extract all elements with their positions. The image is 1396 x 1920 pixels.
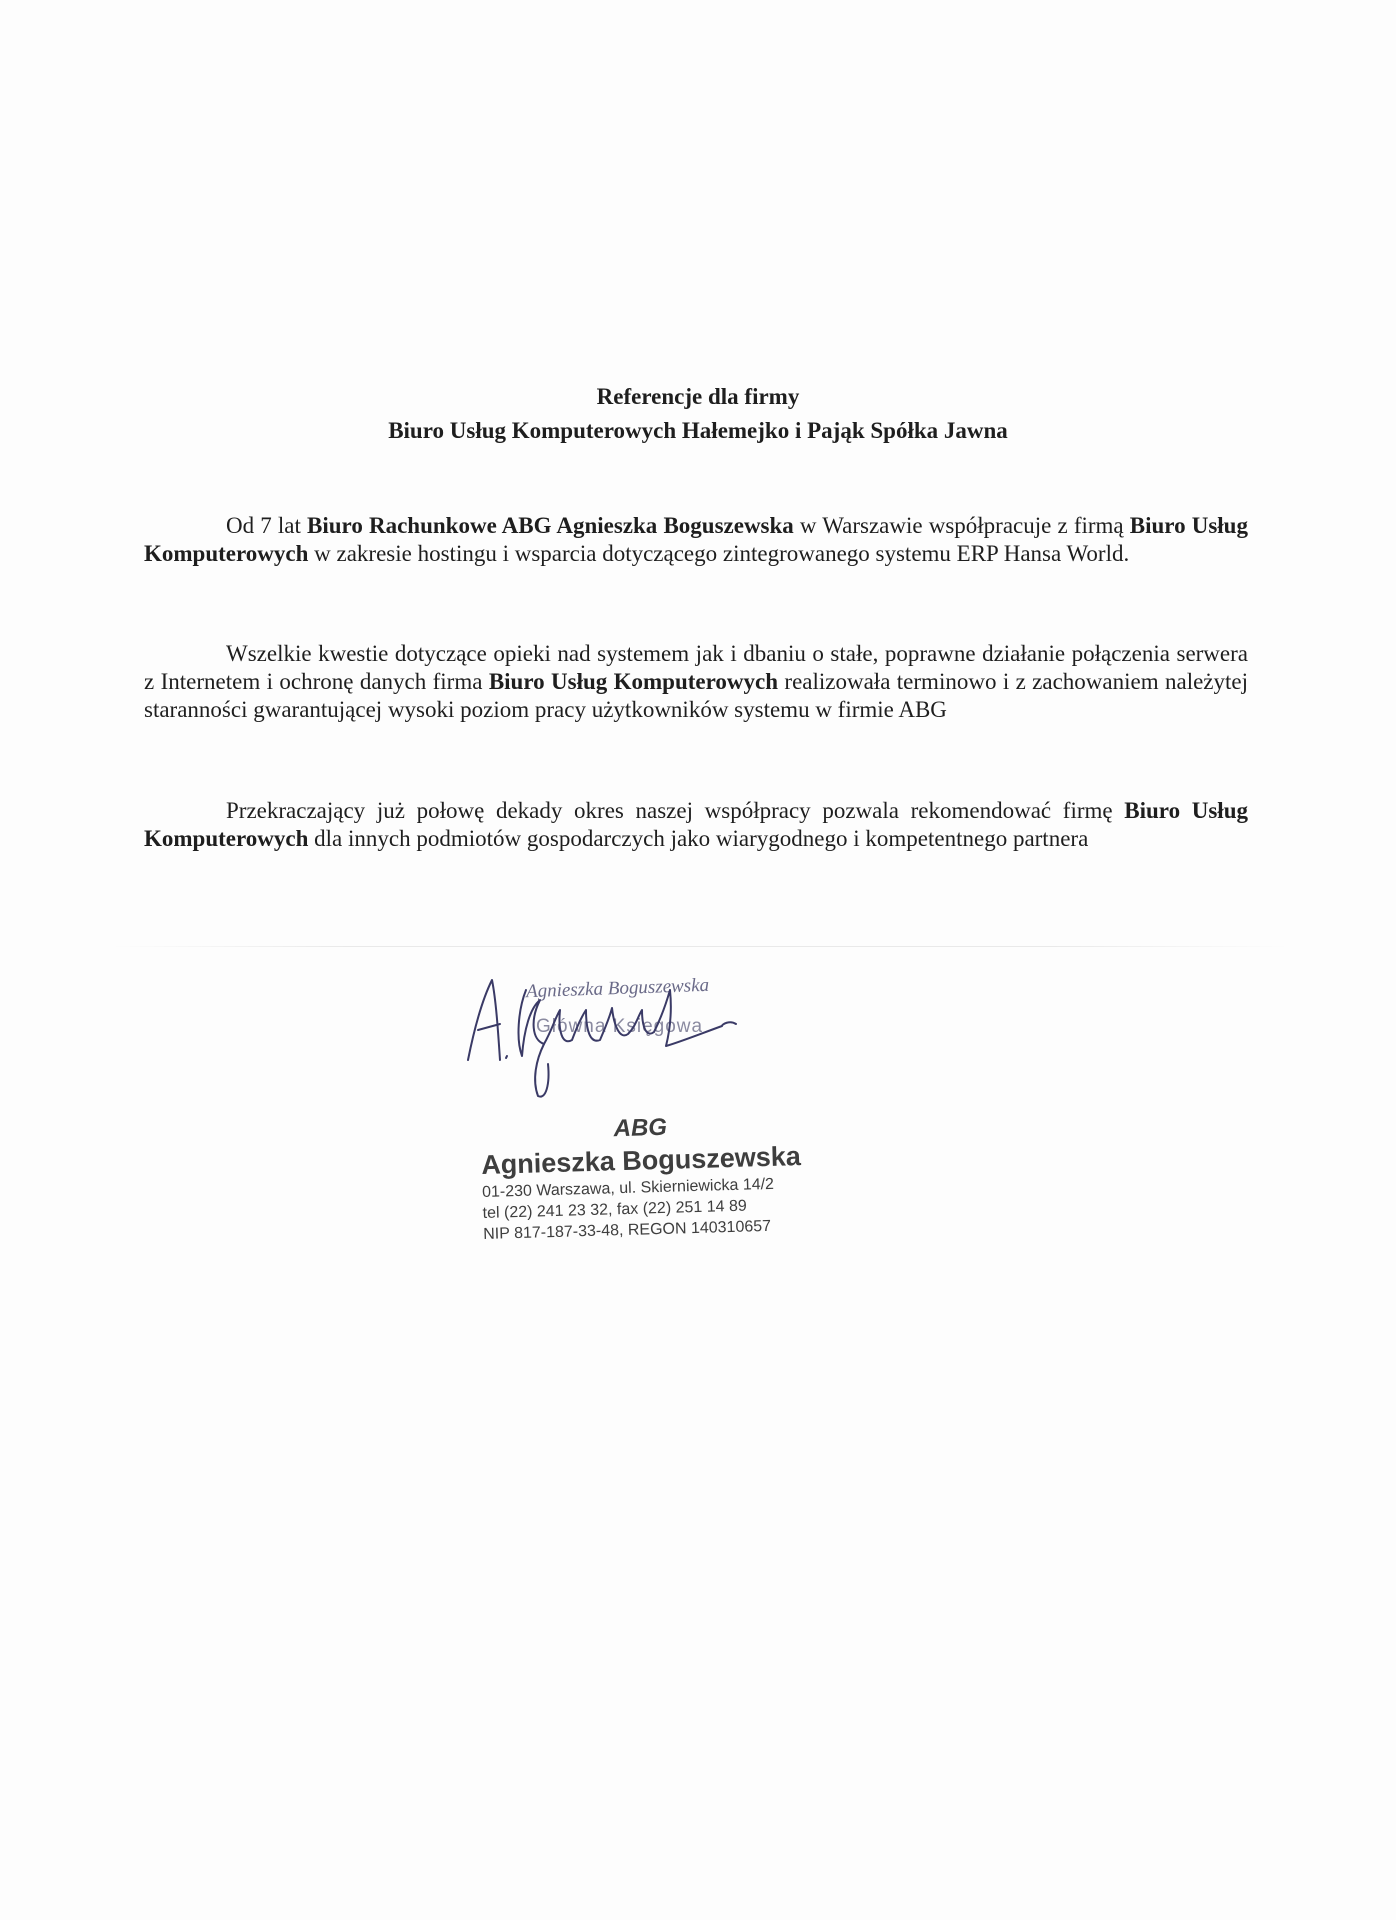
- paragraph-1-bold-2: Biuro Usług Komputerowych: [144, 513, 1248, 566]
- paragraph-3-bold-1: Biuro Usług Komputerowych: [144, 798, 1248, 851]
- title-line-2: Biuro Usług Komputerowych Hałemejko i Pająk Spółka Jawna: [388, 418, 1008, 443]
- document-title: [0, 380, 1396, 448]
- title-line-1: Referencje dla firmy: [596, 384, 800, 409]
- company-stamp-phone: tel (22) 241 23 32, fax (22) 251 14 89: [482, 1197, 747, 1222]
- scan-fold-line: [110, 946, 1290, 947]
- paragraph-1-bold-1: Biuro Rachunkowe ABG Agnieszka Boguszewska: [307, 513, 794, 538]
- company-stamp-abbr: ABG: [613, 1113, 668, 1143]
- paragraph-2-text-1: Wszelkie kwestie dotyczące opieki nad systemem jak i dbaniu o stałe, poprawne działanie połączenia serwera z Internetem i ochronę danych firma: [144, 641, 1248, 694]
- paragraph-1: [144, 512, 1248, 568]
- paragraph-3-text-1: Przekraczający już połowę dekady okres naszej współpracy pozwala rekomendować firmę: [226, 798, 1125, 823]
- signature-stamp-role: Główna Księgowa: [536, 1016, 704, 1037]
- paragraph-1-text-3: w zakresie hostingu i wsparcia dotyczącego zintegrowanego systemu ERP Hansa World.: [308, 541, 1130, 566]
- paragraph-1-text-2: w Warszawie współpracuje z firmą: [793, 513, 1130, 538]
- paragraph-1-text-1: Od 7 lat: [226, 513, 308, 538]
- paragraph-3-text-2: dla innych podmiotów gospodarczych jako wiarygodnego i kompetentnego partnera: [308, 826, 1089, 851]
- company-stamp-owner: Agnieszka Boguszewska: [480, 1141, 802, 1180]
- signature-stamp-name: Agnieszka Boguszewska: [525, 974, 710, 1003]
- paragraph-3: [144, 797, 1248, 853]
- paragraph-2: [144, 640, 1248, 724]
- signature-block: [460, 960, 820, 1110]
- handwritten-signature: [460, 960, 820, 1110]
- paragraph-2-bold-1: Biuro Usług Komputerowych: [488, 669, 779, 694]
- paragraph-2-text-2: realizowała terminowo i z zachowaniem należytej staranności gwarantującej wysoki poziom pracy użytkowników systemu w firmie ABG: [144, 669, 1249, 722]
- company-stamp-ids: NIP 817-187-33-48, REGON 140310657: [483, 1217, 772, 1243]
- company-stamp-address: 01-230 Warszawa, ul. Skierniewicka 14/2: [481, 1175, 775, 1201]
- company-stamp: [480, 1107, 883, 1245]
